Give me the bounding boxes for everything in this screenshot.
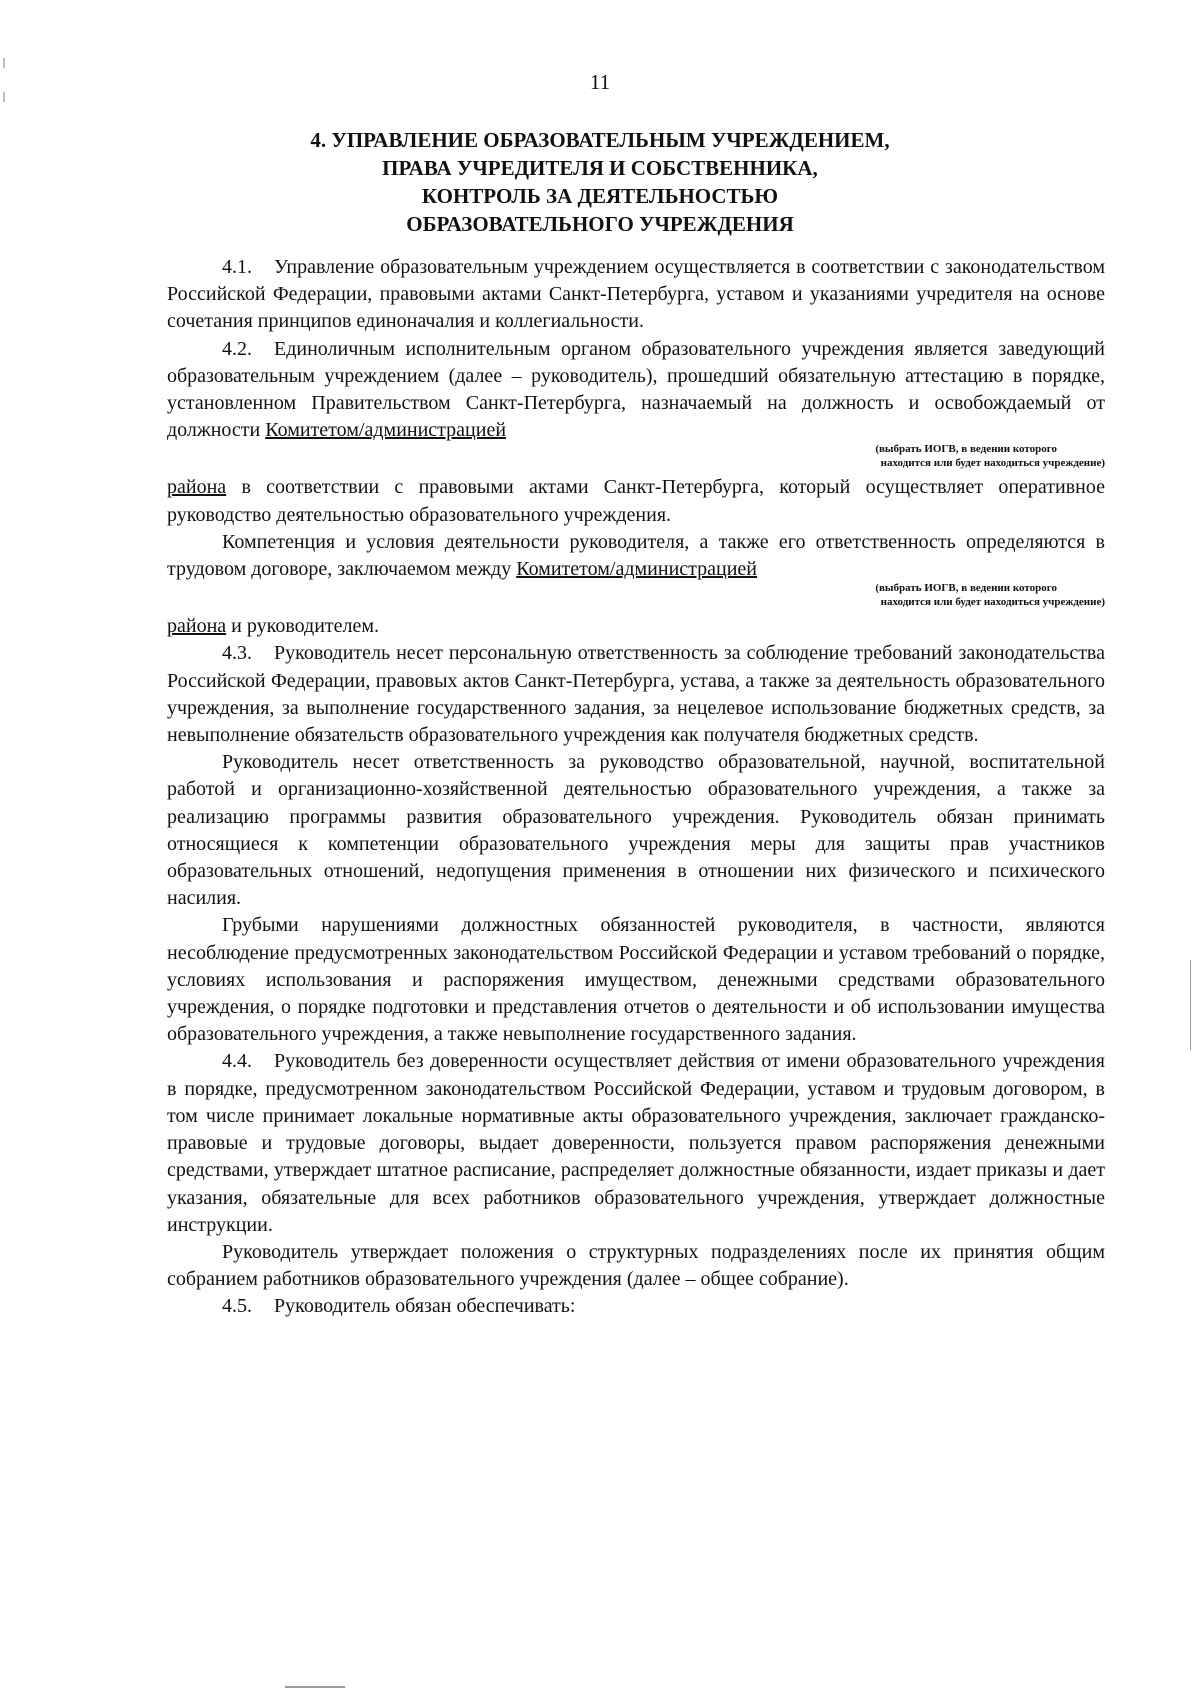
paragraph-violations: Грубыми нарушениями должностных обязанностей руководителя, в частности, являются несоблюдение предусмотренных законодательством Российской Федерации и уставом требований о порядке, условиях использования и распоряжения имуществом, денежными средствами образовательного учреждения, о порядке подготовки и представления отчетов о деятельности и об использовании имущества образовательного учреждения, а также невыполнение государственного задания.	[167, 914, 1105, 1046]
underlined-district: района	[167, 615, 227, 638]
paragraph-text: Руководитель несет персональную ответственность за соблюдение требований законодательства Российской Федерации, правовых актов Санкт-Петербурга, устава, а также за деятельность образовательного учреждения, за выполнение государственного задания, за нецелевое использование бюджетных средств, за невыполнение обязательств образовательного учреждения как получателя бюджетных средств.	[167, 642, 1105, 747]
underlined-authority: Комитетом/администрацией	[265, 419, 507, 442]
note-line-2: находится или будет находиться учреждение)	[880, 457, 1105, 470]
paragraph-text: Единоличным исполнительным органом образовательного учреждения является заведующий образовательным учреждением (далее – руководитель), прошедший обязательную аттестацию в порядке, установленном Правительством Санкт-Петербурга, назначаемый на должность и освобождаемый от должности	[167, 337, 1105, 442]
scan-edge-tick	[3, 92, 5, 102]
clause-number: 4.3.	[222, 642, 252, 665]
scan-bottom-mark	[285, 1686, 345, 1688]
paragraph-4-3	[167, 640, 1105, 749]
underlined-district: района	[167, 476, 227, 499]
fill-in-note	[167, 581, 1105, 609]
paragraph-text: Управление образовательным учреждением осуществляется в соответствии с законодательством Российской Федерации, правовыми актами Санкт-Петербурга, уставом и указаниями учредителя на основе сочетания принципов единоначалия и коллегиальности.	[167, 256, 1105, 333]
note-line-1: (выбрать ИОГВ, в ведении которого	[875, 582, 1057, 595]
heading-line-2: ПРАВА УЧРЕДИТЕЛЯ И СОБСТВЕННИКА,	[382, 156, 818, 180]
clause-number: 4.5.	[222, 1295, 252, 1318]
paragraph-4-2-continued	[167, 474, 1105, 528]
document-body	[167, 254, 1105, 1321]
scan-edge-tick	[3, 58, 5, 68]
heading-line-3: КОНТРОЛЬ ЗА ДЕЯТЕЛЬНОСТЬЮ	[421, 184, 779, 208]
heading-line-1: 4. УПРАВЛЕНИЕ ОБРАЗОВАТЕЛЬНЫМ УЧРЕЖДЕНИЕМ,	[310, 128, 890, 152]
paragraph-text: Руководитель без доверенности осуществляет действия от имени образовательного учреждения в порядке, предусмотренном законодательством Российской Федерации, уставом и трудовым договором, в том числе принимает локальные нормативные акты образовательного учреждения, заключает гражданско-правовые и трудовые договоры, выдает доверенности, пользуется правом распоряжения денежными средствами, утверждает штатное расписание, распределяет должностные обязанности, издает приказы и дает указания, обязательные для всех работников образовательного учреждения, утверждает должностные инструкции.	[167, 1050, 1105, 1236]
clause-number: 4.1.	[222, 256, 252, 278]
paragraph-approval: Руководитель утверждает положения о структурных подразделениях после их принятия общим собранием работников образовательного учреждения (далее – общее собрание).	[167, 1240, 1105, 1291]
paragraph-text: в соответствии с правовыми актами Санкт-Петербурга, который осуществляет оперативное руководство деятельностью образовательного учреждения.	[167, 476, 1105, 526]
note-line-1: (выбрать ИОГВ, в ведении которого	[875, 443, 1057, 456]
clause-number: 4.4.	[222, 1050, 252, 1073]
paragraph-4-5	[167, 1293, 1105, 1320]
paragraph-text: и руководителем.	[226, 615, 380, 638]
scan-edge-mark	[1190, 960, 1191, 1050]
paragraph-text: Руководитель обязан обеспечивать:	[274, 1295, 576, 1318]
underlined-authority: Комитетом/администрацией	[516, 558, 758, 581]
paragraph-4-2	[167, 336, 1105, 445]
page-number: 11	[589, 70, 611, 94]
paragraph-competence-continued	[167, 613, 1105, 640]
paragraph-4-1	[167, 254, 1105, 336]
fill-in-note	[167, 442, 1105, 470]
paragraph-text: Компетенция и условия деятельности руководителя, а также его ответственность определяются в трудовом договоре, заключаемом между	[167, 530, 1105, 581]
section-heading	[0, 126, 1200, 238]
clause-number: 4.2.	[222, 337, 252, 360]
paragraph-competence	[167, 529, 1105, 583]
note-line-2: находится или будет находиться учреждение)	[880, 596, 1105, 609]
heading-line-4: ОБРАЗОВАТЕЛЬНОГО УЧРЕЖДЕНИЯ	[406, 212, 794, 236]
paragraph-responsibility: Руководитель несет ответственность за руководство образовательной, научной, воспитательной работой и организационно-хозяйственной деятельностью образовательного учреждения, а также за реализацию программы развития образовательного учреждения. Руководитель обязан принимать относящиеся к компетенции образовательного учреждения меры для защиты прав участников образовательных отношений, недопущения применения в отношении них физического и психического насилия.	[167, 751, 1105, 910]
paragraph-4-4	[167, 1048, 1105, 1238]
